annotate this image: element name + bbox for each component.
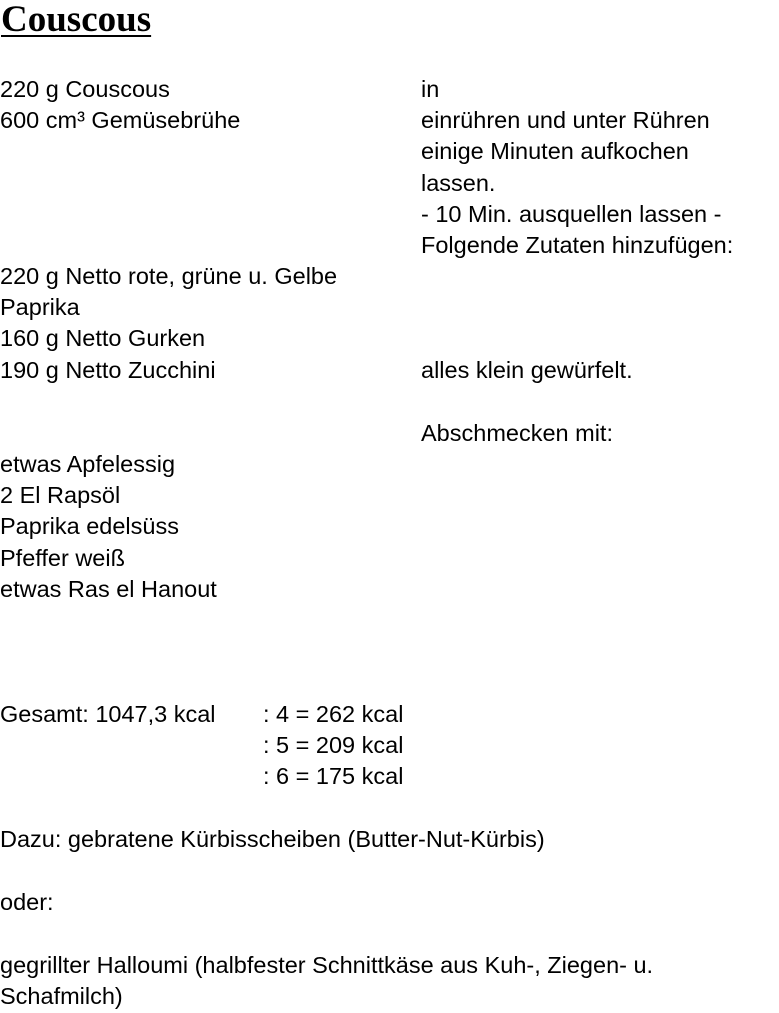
seasoning-heading: Abschmecken mit:	[421, 420, 613, 446]
instruction-line: - 10 Min. ausquellen lassen -	[421, 200, 722, 227]
serving-alternative-line: gegrillter Halloumi (halbfester Schnittkäse aus Kuh-, Ziegen- u.	[0, 952, 654, 978]
diced-note: alles klein gewürfelt.	[421, 357, 633, 383]
instruction-line: in	[421, 76, 440, 102]
serving-oder: oder:	[0, 889, 54, 915]
ingredient-broth: 600 cm³ Gemüsebrühe	[0, 107, 241, 134]
seasoning-item: Pfeffer weiß	[0, 544, 125, 571]
seasoning-item: Paprika edelsüss	[0, 513, 179, 540]
calorie-division: : 4 = 262 kcal	[263, 701, 404, 727]
ingredient-paprika: 220 g Netto rote, grüne u. Gelbe	[0, 263, 338, 289]
ingredient-zucchini: 190 g Netto Zucchini	[0, 356, 216, 383]
recipe-title: Couscous	[1, 0, 152, 40]
instruction-line: einrühren und unter Rühren	[421, 107, 710, 134]
calorie-total-label: Gesamt: 1047,3 kcal	[0, 701, 216, 727]
seasoning-heading-block	[421, 418, 613, 449]
ingredient-couscous: 220 g Couscous	[0, 76, 170, 102]
instruction-line: einige Minuten aufkochen	[421, 138, 689, 165]
calorie-divisions	[263, 699, 403, 793]
serving-suggestion	[0, 824, 545, 855]
seasoning-item: etwas Ras el Hanout	[0, 575, 217, 602]
base-ingredients	[0, 74, 240, 136]
serving-alternative	[0, 950, 653, 1012]
seasoning-item: etwas Apfelessig	[0, 451, 176, 477]
ingredient-paprika-cont: Paprika	[0, 294, 80, 321]
instruction-line: Folgende Zutaten hinzufügen:	[421, 231, 734, 258]
calorie-division: : 6 = 175 kcal	[263, 763, 404, 790]
vegetable-ingredients	[0, 261, 337, 386]
serving-dazu: Dazu: gebratene Kürbisscheiben (Butter-Nut-Kürbis)	[0, 826, 545, 852]
serving-alternative-line: Schafmilch)	[0, 983, 123, 1010]
calorie-total	[0, 699, 216, 730]
cooking-instructions	[421, 74, 733, 261]
seasoning-list	[0, 449, 217, 605]
ingredient-cucumber: 160 g Netto Gurken	[0, 325, 206, 352]
calorie-division: : 5 = 209 kcal	[263, 732, 404, 759]
instruction-line: lassen.	[421, 169, 496, 196]
seasoning-item: 2 El Rapsöl	[0, 482, 121, 509]
vegetable-note	[421, 355, 633, 386]
serving-or	[0, 887, 54, 918]
